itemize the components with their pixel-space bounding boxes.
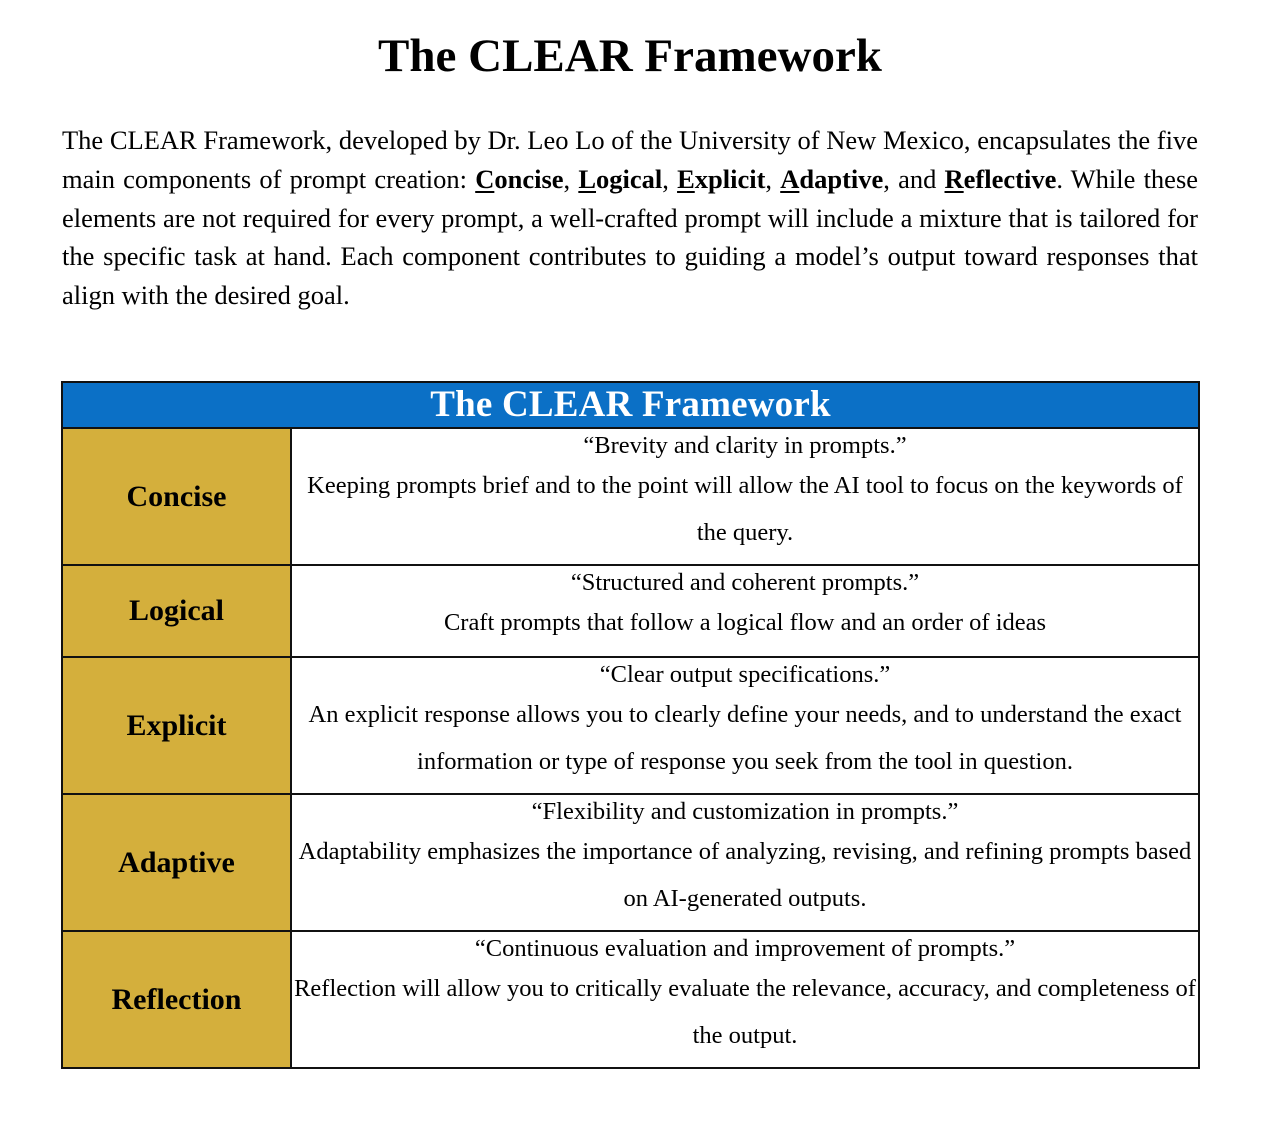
term-concise-rest: oncise (494, 163, 564, 194)
table-header: The CLEAR Framework (62, 382, 1199, 428)
term-adaptive (780, 164, 883, 194)
term-adaptive-initial: A (780, 163, 800, 194)
table-row-explicit (62, 657, 1199, 794)
component-description: Reflection will allow you to critically evaluate the relevance, accuracy, and completeness of the output. (294, 975, 1196, 1049)
term-reflective (945, 164, 1057, 194)
term-separator: , (765, 163, 781, 194)
component-tagline: “Brevity and clarity in prompts.” (583, 432, 907, 459)
term-logical-rest: ogical (596, 163, 663, 194)
component-name-concise: Concise (62, 428, 291, 565)
term-logical-initial: L (578, 163, 597, 194)
term-logical (578, 164, 662, 194)
component-name-logical: Logical (62, 565, 291, 657)
intro-text-end: . While these elements are not required for every prompt, a well-crafted prompt will include a mixture that is tailored for the specific task at hand. Each component contributes to guiding a model’s output toward responses that align with the desired goal. (62, 163, 1199, 311)
component-body-explicit (291, 657, 1199, 794)
clear-framework-table (61, 381, 1200, 1069)
component-name-explicit: Explicit (62, 657, 291, 794)
component-body-logical (291, 565, 1199, 657)
component-name-reflection: Reflection (62, 931, 291, 1068)
component-description: Keeping prompts brief and to the point will allow the AI tool to focus on the keywords of the query. (307, 472, 1183, 546)
component-description: An explicit response allows you to clearly define your needs, and to understand the exact information or type of response you seek from the tool in question. (308, 701, 1182, 775)
intro-text-start: The CLEAR Framework, developed by Dr. Leo Lo of the University of New Mexico, encapsulates the five main components of prompt creation: (62, 125, 1198, 194)
term-explicit (677, 164, 765, 194)
term-explicit-rest: xplicit (694, 163, 766, 194)
component-name-adaptive: Adaptive (62, 794, 291, 931)
component-tagline: “Continuous evaluation and improvement of prompts.” (474, 935, 1016, 962)
table-row-concise (62, 428, 1199, 565)
component-description: Craft prompts that follow a logical flow and an order of ideas (443, 609, 1047, 636)
term-adaptive-rest: daptive (799, 163, 884, 194)
term-concise-initial: C (475, 163, 495, 194)
term-reflective-initial: R (944, 163, 964, 194)
term-separator: , (662, 163, 678, 194)
component-body-concise (291, 428, 1199, 565)
table-row-reflection (62, 931, 1199, 1068)
component-body-reflection (291, 931, 1199, 1068)
term-separator: , (563, 163, 579, 194)
intro-paragraph (62, 121, 1198, 315)
component-tagline: “Flexibility and customization in prompts.” (531, 798, 959, 825)
term-reflective-rest: eflective (963, 163, 1057, 194)
component-body-adaptive (291, 794, 1199, 931)
component-description: Adaptability emphasizes the importance of analyzing, revising, and refining prompts based on AI-generated outputs. (298, 838, 1192, 912)
term-concise (475, 164, 563, 194)
component-tagline: “Clear output specifications.” (599, 661, 891, 688)
table-row-logical (62, 565, 1199, 657)
table-row-adaptive (62, 794, 1199, 931)
component-tagline: “Structured and coherent prompts.” (570, 569, 920, 596)
page-title: The CLEAR Framework (378, 30, 882, 82)
term-conjunction: , and (883, 163, 945, 194)
term-explicit-initial: E (677, 163, 695, 194)
